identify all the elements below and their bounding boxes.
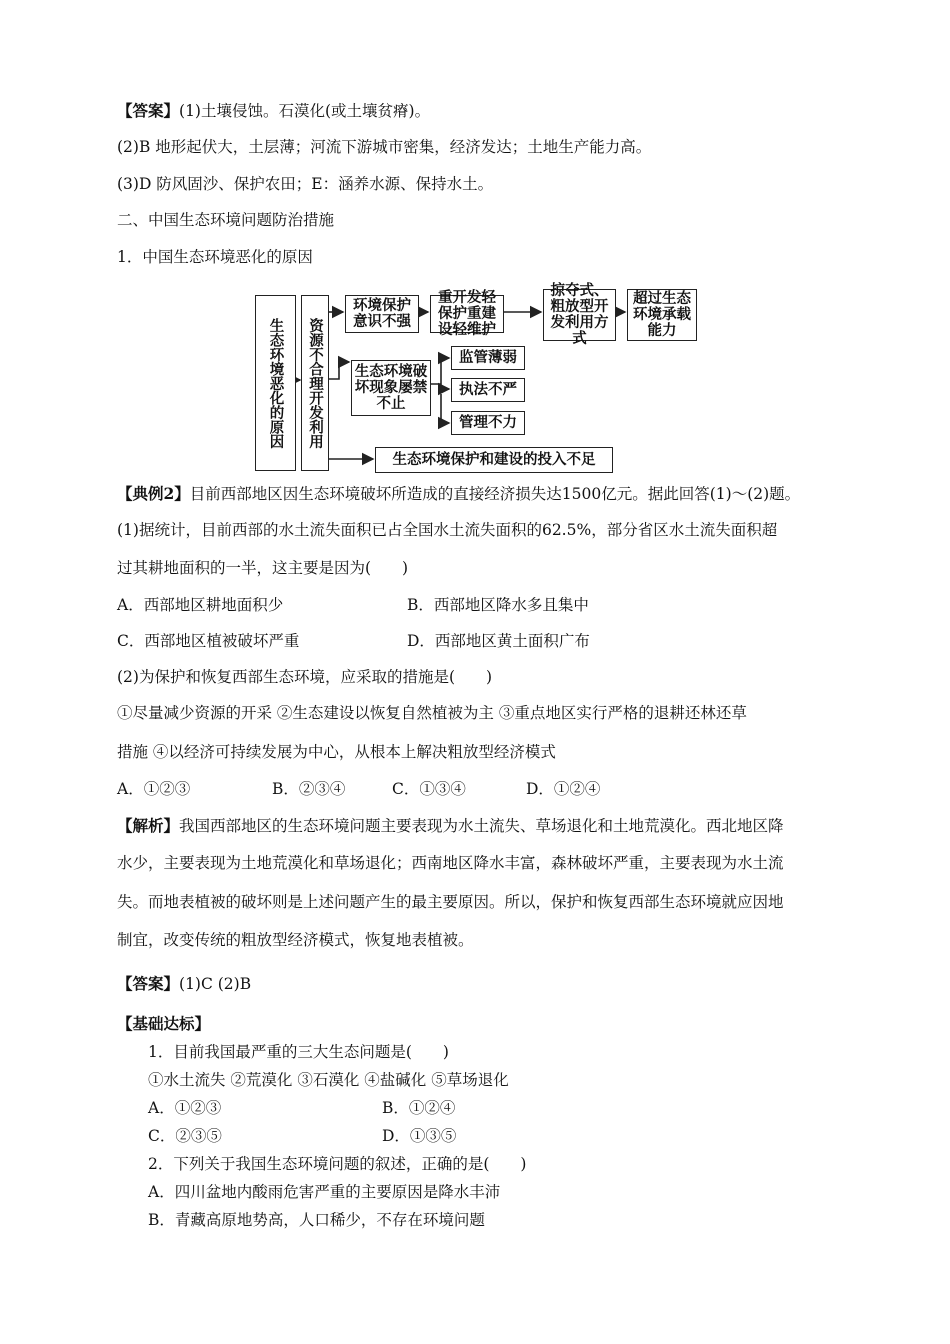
basics-q1: 1．目前我国最严重的三大生态问题是( ) — [148, 1043, 449, 1061]
diagram-box-capacity: 超过生态环境承载能力 — [627, 289, 697, 341]
answer-label: 【答案】 — [117, 101, 180, 120]
diagram-box-supervision: 监管薄弱 — [451, 346, 525, 370]
q1-option-c: C．西部地区植被破坏严重 — [117, 632, 300, 650]
q1-option-a: A．西部地区耕地面积少 — [117, 596, 284, 614]
basics-q1-option-d: D．①③⑤ — [382, 1127, 457, 1145]
basics-q1-items: ①水土流失 ②荒漠化 ③石漠化 ④盐碱化 ⑤草场退化 — [148, 1071, 509, 1089]
example-intro-text: 目前西部地区因生态环境破坏所造成的直接经济损失达1500亿元。据此回答(1)～(2)题。 — [189, 485, 801, 503]
analysis-text-1: 我国西部地区的生态环境问题主要表现为水土流失、草场退化和土地荒漠化。西北地区降 — [179, 817, 784, 835]
q1-option-d: D．西部地区黄土面积广布 — [407, 632, 590, 650]
analysis-line-1 — [117, 816, 784, 836]
question-2-line-2: ①尽量减少资源的开采 ②生态建设以恢复自然植被为主 ③重点地区实行严格的退耕还林还草 — [117, 704, 747, 722]
q2-option-b: B．②③④ — [272, 780, 346, 798]
answer-2-label: 【答案】 — [117, 974, 180, 993]
diagram-box-management: 管理不力 — [451, 411, 525, 435]
example-label: 【典例2】 — [117, 484, 190, 503]
question-1-line-2: 过其耕地面积的一半，这主要是因为( ) — [117, 559, 409, 577]
q2-option-d: D．①②④ — [526, 780, 601, 798]
analysis-line-3: 失。而地表植被的破坏则是上述问题产生的最主要原因。所以，保护和恢复西部生态环境就应因地 — [117, 893, 784, 911]
analysis-label: 【解析】 — [117, 816, 180, 835]
section-heading: 二、中国生态环境问题防治措施 — [117, 211, 335, 229]
question-1-line-1: (1)据统计，目前西部的水土流失面积已占全国水土流失面积的62.5%，部分省区水土流失面积超 — [117, 521, 778, 539]
answer-text-1: (1)土壤侵蚀。石漠化(或土壤贫瘠)。 — [179, 102, 431, 120]
subsection-heading: 1．中国生态环境恶化的原因 — [117, 248, 313, 266]
basics-q1-option-b: B．①②④ — [382, 1099, 456, 1117]
basics-heading: 【基础达标】 — [117, 1015, 211, 1033]
answer-line-1 — [117, 101, 430, 121]
answer-2-line — [117, 974, 251, 994]
diagram-box-enforcement: 执法不严 — [451, 378, 525, 402]
question-2-line-1: (2)为保护和恢复西部生态环境，应采取的措施是( ) — [117, 668, 493, 686]
q2-option-c: C．①③④ — [392, 780, 466, 798]
diagram-box-awareness: 环境保护意识不强 — [345, 295, 419, 333]
q2-option-a: A．①②③ — [117, 780, 191, 798]
q1-option-b: B．西部地区降水多且集中 — [407, 596, 589, 614]
analysis-line-2: 水少，主要表现为土地荒漠化和草场退化；西南地区降水丰富，森林破坏严重，主要表现为水土流 — [117, 854, 784, 872]
analysis-line-4: 制宜，改变传统的粗放型经济模式，恢复地表植被。 — [117, 931, 474, 949]
answer-2-text: (1)C (2)B — [179, 975, 252, 993]
answer-line-2: (2)B 地形起伏大，土层薄；河流下游城市密集，经济发达；土地生产能力高。 — [117, 138, 652, 156]
answer-line-3: (3)D 防风固沙、保护农田；E：涵养水源、保持水土。 — [117, 175, 494, 193]
diagram-root-box: 生态环境恶化的原因 — [255, 295, 296, 471]
diagram-box-exploitation: 掠夺式、粗放型开发利用方式 — [543, 289, 616, 341]
diagram-box-investment: 生态环境保护和建设的投入不足 — [375, 447, 613, 473]
basics-q2-option-b: B．青藏高原地势高，人口稀少，不存在环境问题 — [148, 1211, 485, 1229]
example-intro — [117, 484, 800, 504]
diagram-cause-box: 资源不合理开发利用 — [301, 295, 329, 471]
basics-q1-option-a: A．①②③ — [148, 1099, 222, 1117]
basics-q2: 2．下列关于我国生态环境问题的叙述，正确的是( ) — [148, 1155, 527, 1173]
diagram-box-damage: 生态环境破坏现象屡禁不止 — [351, 360, 431, 416]
cause-flow-diagram — [253, 283, 699, 473]
basics-q2-option-a: A．四川盆地内酸雨危害严重的主要原因是降水丰沛 — [148, 1183, 501, 1201]
question-2-line-3: 措施 ④以经济可持续发展为中心，从根本上解决粗放型经济模式 — [117, 743, 556, 761]
basics-q1-option-c: C．②③⑤ — [148, 1127, 222, 1145]
diagram-box-development: 重开发轻保护重建设轻维护 — [430, 295, 504, 333]
